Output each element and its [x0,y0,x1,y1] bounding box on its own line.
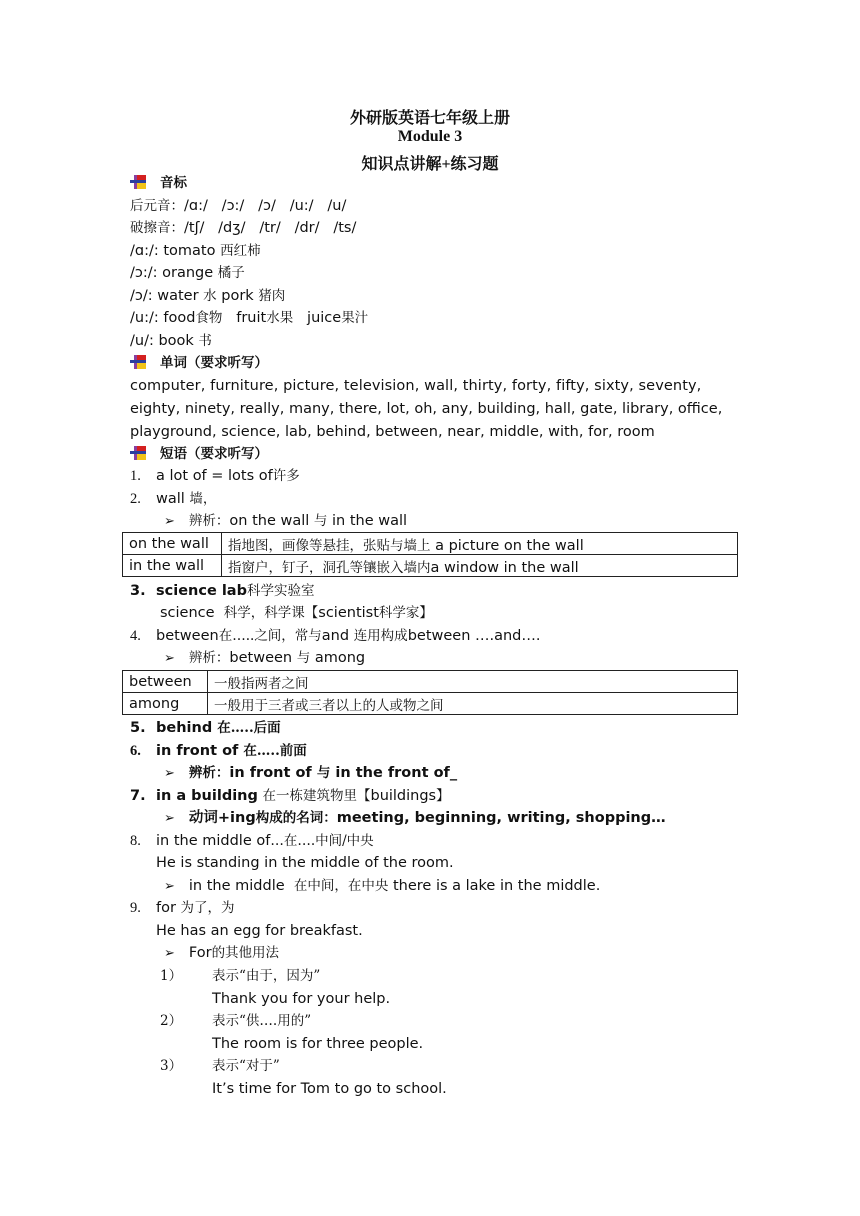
arrow-bullet-icon: ➢ [164,946,175,961]
list-subitem-2: ➢ 辨析：on the wall 与 in the wall [164,511,407,532]
phonetic-example-3: /ɔ/: water 水 pork 猪肉 [130,288,286,304]
list-item-8-example: He is standing in the middle of the room. [156,855,454,871]
list-subitem-7: ➢ 动词+ing构成的名词：meeting, beginning, writing, shopping… [164,808,666,829]
doc-module: Module 3 [397,128,463,145]
arrow-bullet-icon: ➢ [164,766,175,781]
list-subitem-4: ➢ 辨析：between 与 among [164,648,365,669]
table-cell-desc: 指窗户，钉子，洞孔等镶嵌入墙内a window in the wall [222,555,738,577]
bullet-flag-icon [130,175,146,189]
table-cell-desc: 指地图，画像等悬挂，张贴与墙上 a picture on the wall [222,533,738,555]
list-item-3-detail: science 科学，科学课【scientist科学家】 [160,605,433,621]
word-list-line-1: computer, furniture, picture, television, wall, thirty, forty, fifty, sixty, seventy, [130,378,702,394]
usage-3: 3） 表示“对于” [160,1058,280,1074]
phonetic-example-5: /u/: book 书 [130,333,212,349]
bullet-flag-icon [130,355,146,369]
list-item-6: 6. in front of 在…..前面 [130,743,307,759]
usage-2-example: The room is for three people. [212,1036,424,1052]
table-row [123,555,738,577]
table-cell-desc: 一般指两者之间 [208,671,738,693]
bullet-flag-icon [130,446,146,460]
table-row [123,533,738,555]
section-phrases: 短语（要求听写） [130,444,268,464]
table-cell-term: between [123,671,208,693]
doc-title: 外研版英语七年级上册 [349,110,510,127]
section-words: 单词（要求听写） [130,353,268,373]
between-comparison-table [122,670,738,715]
table-cell-term: in the wall [123,555,222,577]
list-item-3: 3. science lab科学实验室 [130,583,315,599]
list-item-4: 4. between在…..之间，常与and 连用构成between ….and…. [130,628,541,644]
table-row [123,693,738,715]
doc-subtitle: 知识点讲解+练习题 [361,156,499,173]
table-cell-term: among [123,693,208,715]
table-cell-desc: 一般用于三者或三者以上的人或物之间 [208,693,738,715]
list-item-8: 8. in the middle of…在….中间/中央 [130,833,374,849]
usage-2: 2） 表示“供….用的” [160,1013,312,1029]
list-item-1: 1. a lot of = lots of许多 [130,468,300,484]
arrow-bullet-icon: ➢ [164,514,175,529]
table-cell-term: on the wall [123,533,222,555]
affricates-line: 破擦音：/tʃ/ /dʒ/ /tr/ /dr/ /ts/ [130,220,357,236]
section-phonetics: 音标 [130,173,187,193]
phonetic-example-2: /ɔ:/: orange 橘子 [130,265,245,281]
list-item-7: 7. in a building 在一栋建筑物里【buildings】 [130,788,450,804]
arrow-bullet-icon: ➢ [164,879,175,894]
back-vowels-line: 后元音：/ɑ:/ /ɔ:/ /ɔ/ /u:/ /u/ [130,198,347,214]
usage-1-example: Thank you for your help. [212,991,391,1007]
list-subitem-9: ➢ For的其他用法 [164,943,279,964]
arrow-bullet-icon: ➢ [164,651,175,666]
wall-comparison-table [122,532,738,577]
word-list-line-2: eighty, ninety, really, many, there, lot, oh, any, building, hall, gate, library, office, [130,401,723,417]
phonetic-example-4: /u:/: food食物 fruit水果 juice果汁 [130,310,369,326]
phonetic-example-1: /ɑ:/: tomato 西红柿 [130,243,261,259]
list-item-5: 5. behind 在…..后面 [130,720,281,736]
table-row [123,671,738,693]
usage-3-example: It’s time for Tom to go to school. [212,1081,447,1097]
list-item-2: 2. wall 墙， [130,491,217,507]
list-item-9: 9. for 为了，为 [130,900,235,916]
word-list-line-3: playground, science, lab, behind, between, near, middle, with, for, room [130,424,655,440]
list-item-9-example: He has an egg for breakfast. [156,923,363,939]
list-subitem-8: ➢ in the middle 在中间，在中央 there is a lake in the middle. [164,876,600,897]
list-subitem-6: ➢ 辨析：in front of 与 in the front of_ [164,763,457,784]
arrow-bullet-icon: ➢ [164,811,175,826]
usage-1: 1） 表示“由于，因为” [160,968,321,984]
